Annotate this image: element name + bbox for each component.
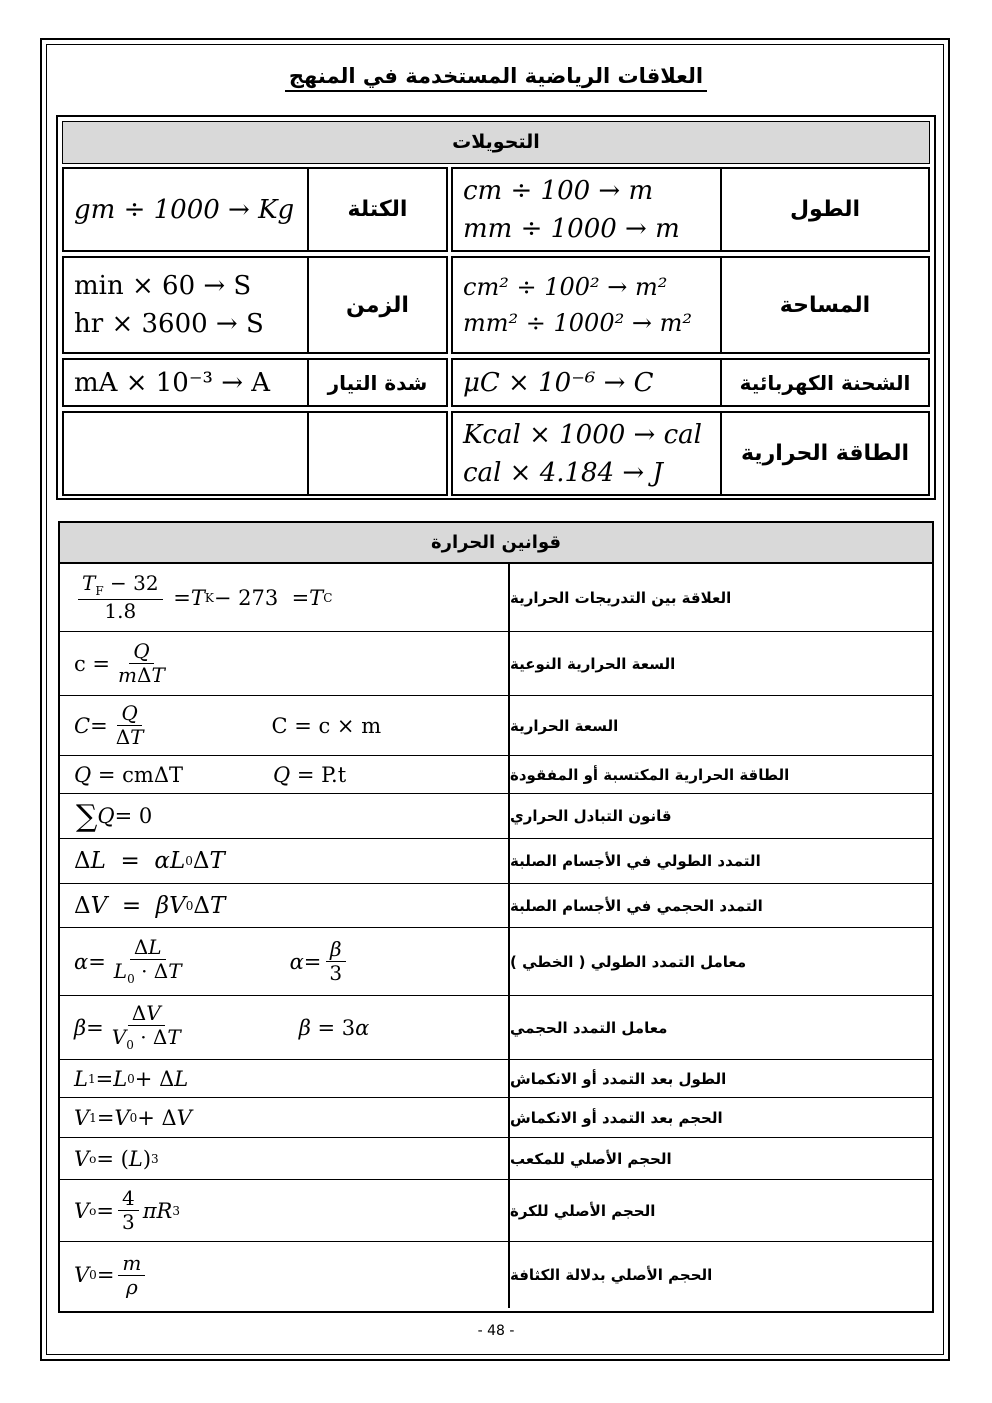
formula-cell: V o = ( L ) 3 <box>60 1138 510 1179</box>
label: الزمن <box>346 292 409 318</box>
law-description: الحجم الأصلي بدلالة الكثافة <box>510 1266 713 1284</box>
formula: mm ÷ 1000 → m <box>463 213 680 244</box>
label: الطاقة الحرارية <box>740 441 910 466</box>
formula-cell: V o = $\frac{4}{3}$ πR 3 <box>60 1180 510 1241</box>
law-description: العلاقة بين التدريجات الحرارية <box>510 588 732 607</box>
formula: min × 60 → S <box>74 271 252 301</box>
law-description: السعة الحرارية النوعية <box>510 654 676 673</box>
empty-formula-cell <box>62 411 309 496</box>
area-label-cell <box>720 256 930 354</box>
page-number: - 48 - <box>477 1323 515 1339</box>
charge-label-cell <box>720 358 930 407</box>
label: الشحنة الكهربائية <box>739 370 911 395</box>
law-description: معامل التمدد الحجمي <box>510 1018 668 1037</box>
table-row <box>60 794 932 839</box>
formula-cell: α = $\frac{\Delta L}{L_0 \cdot \Delta T}$ α = $\frac{\beta}{3}$ <box>60 928 510 995</box>
label: شدة التيار <box>327 370 428 395</box>
formula-cell: V 0 = $\frac{m}{\rho}$ <box>60 1242 510 1308</box>
formula-cell: Δ L = αL 0 Δ T <box>60 839 510 883</box>
conversions-table <box>56 115 936 500</box>
label: المساحة <box>779 292 871 318</box>
formula: mA × 10⁻³ → A <box>74 367 271 398</box>
law-description: الحجم الأصلي للمكعب <box>510 1149 672 1168</box>
table-row <box>60 632 932 696</box>
formula: Kcal × 1000 → cal <box>463 419 702 450</box>
table-row <box>60 1242 932 1308</box>
current-formula-cell <box>62 358 309 407</box>
law-description: الطول بعد التمدد أو الانكماش <box>510 1069 727 1088</box>
charge-formula-cell <box>451 358 722 407</box>
time-label-cell <box>307 256 448 354</box>
table-row <box>60 839 932 884</box>
formula-cell: $\frac{T_F - 32}{1.8}$ = T K − 273 = T C <box>60 564 510 631</box>
formula-cell: V 1 = V 0 + Δ V <box>60 1098 510 1137</box>
formula-cell: C = $\frac{Q}{\Delta T}$ C = c × m <box>60 696 510 755</box>
law-description: معامل التمدد الطولي ( الخطي ) <box>510 952 747 971</box>
label: الكتلة <box>347 197 408 222</box>
empty-label-cell <box>307 411 448 496</box>
table-row <box>60 884 932 928</box>
law-description: الطاقة الحرارية المكتسبة أو المفقودة <box>510 765 790 784</box>
formula-cell: c = $\frac{Q}{\text{mΔT}}$ <box>60 632 510 695</box>
formula: cm ÷ 100 → m <box>463 175 654 206</box>
table-row <box>60 1180 932 1242</box>
table-row <box>60 696 932 756</box>
formula: cal × 4.184 → J <box>463 457 663 488</box>
law-description: التمدد الطولي في الأجسام الصلبة <box>510 852 761 870</box>
length-label-cell <box>720 167 930 252</box>
heat-laws-table <box>58 521 934 1313</box>
formula: cm² ÷ 100² → m² <box>463 273 668 301</box>
label: الطول <box>789 197 861 222</box>
area-formula-cell <box>451 256 722 354</box>
law-description: السعة الحرارية <box>510 716 619 735</box>
law-description: التمدد الحجمي في الأجسام الصلبة <box>510 896 763 915</box>
table-row <box>60 1098 932 1138</box>
heat-energy-label-cell <box>720 411 930 496</box>
mass-label-cell <box>307 167 448 252</box>
mass-formula-cell <box>62 167 309 252</box>
time-formula-cell <box>62 256 309 354</box>
formula: hr × 3600 → S <box>74 309 264 339</box>
table-row <box>60 756 932 794</box>
table-row <box>60 996 932 1060</box>
formula-cell: Δ V = βV 0 Δ T <box>60 884 510 927</box>
current-label-cell <box>307 358 448 407</box>
page-title-text: العلاقات الرياضية المستخدمة في المنهج <box>285 64 707 92</box>
table-row <box>60 928 932 996</box>
formula-cell: β = $\frac{\Delta V}{V_0 \cdot \Delta T}$ β = 3 α <box>60 996 510 1059</box>
formula-cell: L 1 = L 0 + Δ L <box>60 1060 510 1097</box>
formula: gm ÷ 1000 → Kg <box>74 194 295 225</box>
law-description: الحجم بعد التمدد أو الانكماش <box>510 1108 723 1127</box>
formula-cell: Q = cmΔT Q = P.t <box>60 756 510 793</box>
conversions-heading: التحويلات <box>62 121 930 164</box>
page-title <box>0 64 992 92</box>
formula: μC × 10⁻⁶ → C <box>463 367 654 398</box>
length-formula-cell <box>451 167 722 252</box>
formula-cell: ∑ Q = 0 <box>60 794 510 838</box>
table-row <box>60 1060 932 1098</box>
table-row <box>60 564 932 632</box>
formula: mm² ÷ 1000² → m² <box>463 309 692 337</box>
law-description: الحجم الأصلي للكرة <box>510 1201 656 1220</box>
law-description: قانون التبادل الحراري <box>510 807 672 825</box>
heat-laws-heading: قوانين الحرارة <box>60 523 932 564</box>
heat-energy-formula-cell <box>451 411 722 496</box>
table-row <box>60 1138 932 1180</box>
